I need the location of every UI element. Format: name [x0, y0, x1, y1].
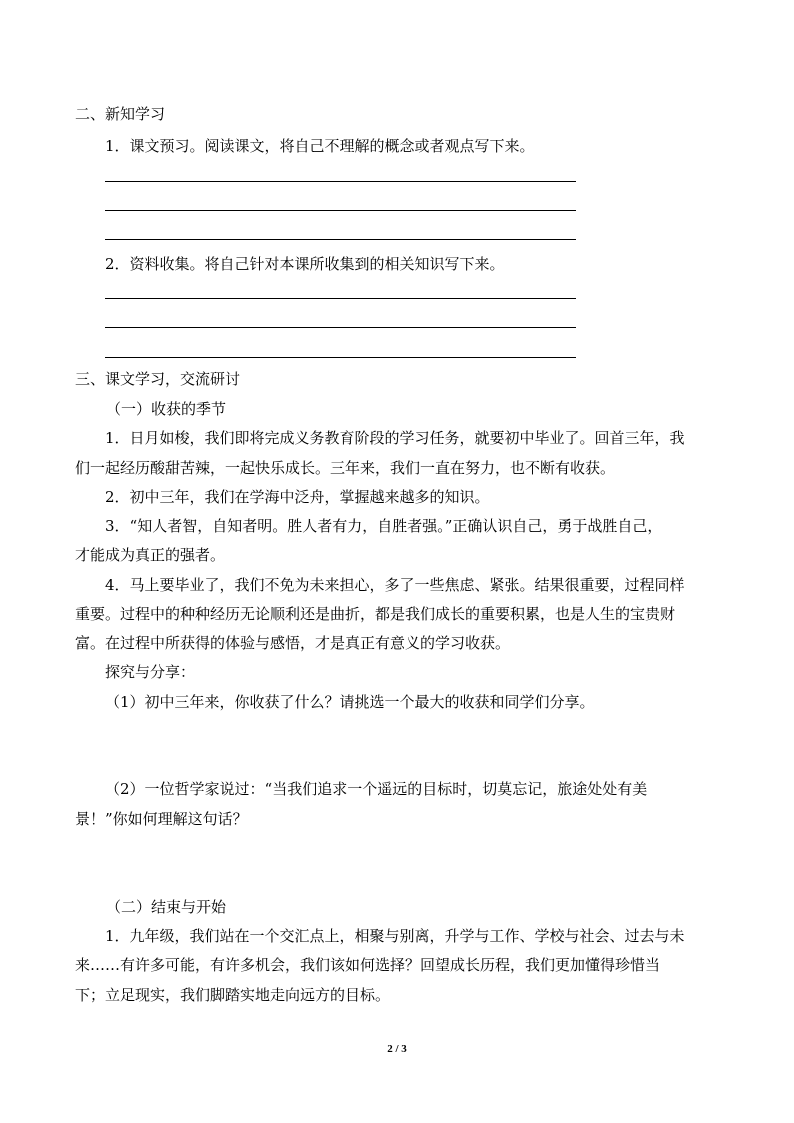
section-heading-study: 三、课文学习，交流研讨 [75, 370, 241, 388]
paragraph-line: 们一起经历酸甜苦辣，一起快乐成长。三年来，我们一直在努力，也不断有收获。 [75, 459, 616, 477]
explore-label: 探究与分享： [105, 663, 196, 681]
item-preview: 1．课文预习。阅读课文，将自己不理解的概念或者观点写下来。 [105, 137, 535, 155]
question-1: （1）初中三年来，你收获了什么？请挑选一个最大的收获和同学们分享。 [105, 693, 595, 711]
answer-line [105, 327, 576, 328]
subsection-title-harvest: （一）收获的季节 [106, 400, 227, 418]
question-2-line: 景！”你如何理解这句话？ [75, 810, 248, 828]
paragraph-line: 下；立足现实，我们脚踏实地走向远方的目标。 [75, 986, 391, 1004]
question-2-line: （2）一位哲学家说过：“当我们追求一个遥远的目标时，切莫忘记，旅途处处有美 [105, 780, 648, 798]
answer-line [105, 181, 576, 182]
paragraph-line: 3．“知人者智，自知者明。胜人者有力，自胜者强。”正确认识自己，勇于战胜自己， [105, 517, 663, 535]
answer-line [105, 357, 576, 358]
answer-line [105, 239, 576, 240]
section-heading-new-knowledge: 二、新知学习 [75, 105, 166, 123]
paragraph-line: 1．九年级，我们站在一个交汇点上，相聚与别离，升学与工作、学校与社会、过去与未 [105, 927, 685, 945]
item-collection: 2．资料收集。将自己针对本课所收集到的相关知识写下来。 [105, 255, 505, 273]
paragraph-line: 重要。过程中的种种经历无论顺利还是曲折，都是我们成长的重要积累，也是人生的宝贵财 [75, 605, 676, 623]
paragraph-line: 才能成为真正的强者。 [75, 546, 226, 564]
answer-line [105, 298, 576, 299]
paragraph-line: 1．日月如梭，我们即将完成义务教育阶段的学习任务，就要初中毕业了。回首三年，我 [105, 429, 685, 447]
paragraph-line: 2．初中三年，我们在学海中泛舟，掌握越来越多的知识。 [105, 488, 490, 506]
subsection-title-end-start: （二）结束与开始 [106, 898, 227, 916]
paragraph-line: 4．马上要毕业了，我们不免为未来担心，多了一些焦虑、紧张。结果很重要，过程同样 [105, 576, 685, 594]
answer-line [105, 210, 576, 211]
paragraph-line: 来……有许多可能，有许多机会，我们该如何选择？回望成长历程，我们更加懂得珍惜当 [75, 956, 661, 974]
page-number: 2 / 3 [387, 1043, 407, 1055]
paragraph-line: 富。在过程中所获得的体验与感悟，才是真正有意义的学习收获。 [75, 634, 511, 652]
